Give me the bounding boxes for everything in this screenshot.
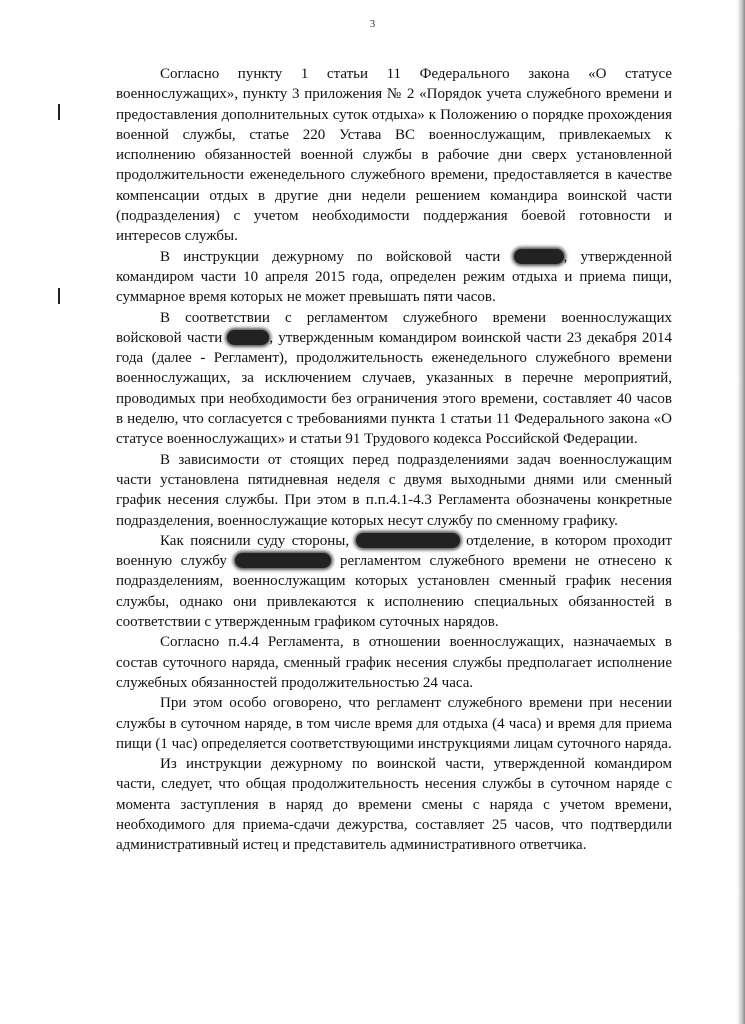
paragraph-text: Согласно пункту 1 статьи 11 Федерального закона «О статусе военнослужащих», пункту 3 приложения № 2 «Порядок учета служебного времени и предоставления дополнительных суток отдыха» к Положению о порядке прохождения военной службы, статье 220 Устава ВС военнослужащим, привлекаемых к исполнению обязанностей военной службы в рабочие дни сверх установленной продолжительности еженедельного служебного времени, предоставляется в качестве компенсации отдых в другие дни недели решением командира воинской части (подразделения) с учетом необходимости поддержания боевой готовности и интересов службы.	[116, 66, 672, 245]
paragraph	[116, 450, 672, 531]
redaction-blot	[514, 249, 564, 264]
paragraph-text: , утвержденной командиром части 10 апреля 2015 года, определен режим отдыха и приема пищи, суммарное время которых не может превышать пяти часов.	[116, 248, 672, 306]
paragraph	[116, 531, 672, 632]
scan-margin-mark	[58, 104, 60, 120]
scan-edge-shadow	[737, 0, 745, 1024]
paragraph-text: В инструкции дежурному по войсковой части	[160, 248, 514, 265]
paragraph	[116, 308, 672, 450]
redaction-blot	[227, 330, 269, 345]
paragraph-text: При этом особо оговорено, что регламент служебного времени при несении службы в суточном наряде, в том числе время для отдыха (4 часа) и время для приема пищи (1 час) определяется соответствующими инструкциями лицам суточного наряда.	[116, 695, 672, 752]
paragraph-text: В зависимости от стоящих перед подразделениями задач военнослужащим части установлена пятидневная неделя с двумя выходными днями или сменный график несения службы. При этом в п.п.4.1-4.3 Регламента обозначены конкретные подразделения, военнослужащие которых несут службу по сменному графику.	[116, 451, 672, 529]
paragraph	[116, 247, 672, 308]
paragraph	[116, 632, 672, 693]
redaction-blot	[356, 533, 460, 548]
paragraph-text: отделение, в котором проходит военную службу	[116, 532, 672, 570]
paragraph-text: Согласно п.4.4 Регламента, в отношении военнослужащих, назначаемых в состав суточного наряда, сменный график несения службы предполагает исполнение служебных обязанностей продолжительностью 24 часа.	[116, 634, 672, 691]
document-body	[116, 64, 672, 856]
paragraph	[116, 754, 672, 855]
redaction-blot	[235, 553, 331, 568]
paragraph-text: , утвержденным командиром воинской части 23 декабря 2014 года (далее - Регламент), продолжительность еженедельного служебного времени военнослужащих, за исключением случаев, указанных в перечне мероприятий, проводимых при необходимости без ограничения этого времени, составляет 40 часов в неделю, что согласуется с требованиями пункта 1 статьи 11 Федерального закона «О статусе военнослужащих» и статьи 91 Трудового кодекса Российской Федерации.	[116, 329, 673, 448]
scan-margin-mark	[58, 288, 60, 304]
paragraph-text: регламентом служебного времени не отнесено к подразделениям, военнослужащим которых установлен сменный график несения службы, однако они привлекаются к исполнению специальных обязанностей в соответствии с утвержденным графиком суточных нарядов.	[116, 553, 672, 631]
paragraph-text: В соответствии с регламентом служебного времени военнослужащих войсковой части	[116, 309, 672, 346]
page-number: 3	[369, 18, 376, 30]
paragraph-text: Как пояснили суду стороны,	[160, 532, 356, 549]
paragraph-text: Из инструкции дежурному по воинской части, утвержденной командиром части, следует, что общая продолжительность несения службы в суточном наряде с момента заступления в наряд до времени смены с наряда с учетом времени, необходимого для приема-сдачи дежурства, составляет 25 часов, что подтвердили административный истец и представитель административного ответчика.	[116, 756, 672, 854]
paragraph	[116, 693, 672, 754]
paragraph	[116, 64, 672, 247]
